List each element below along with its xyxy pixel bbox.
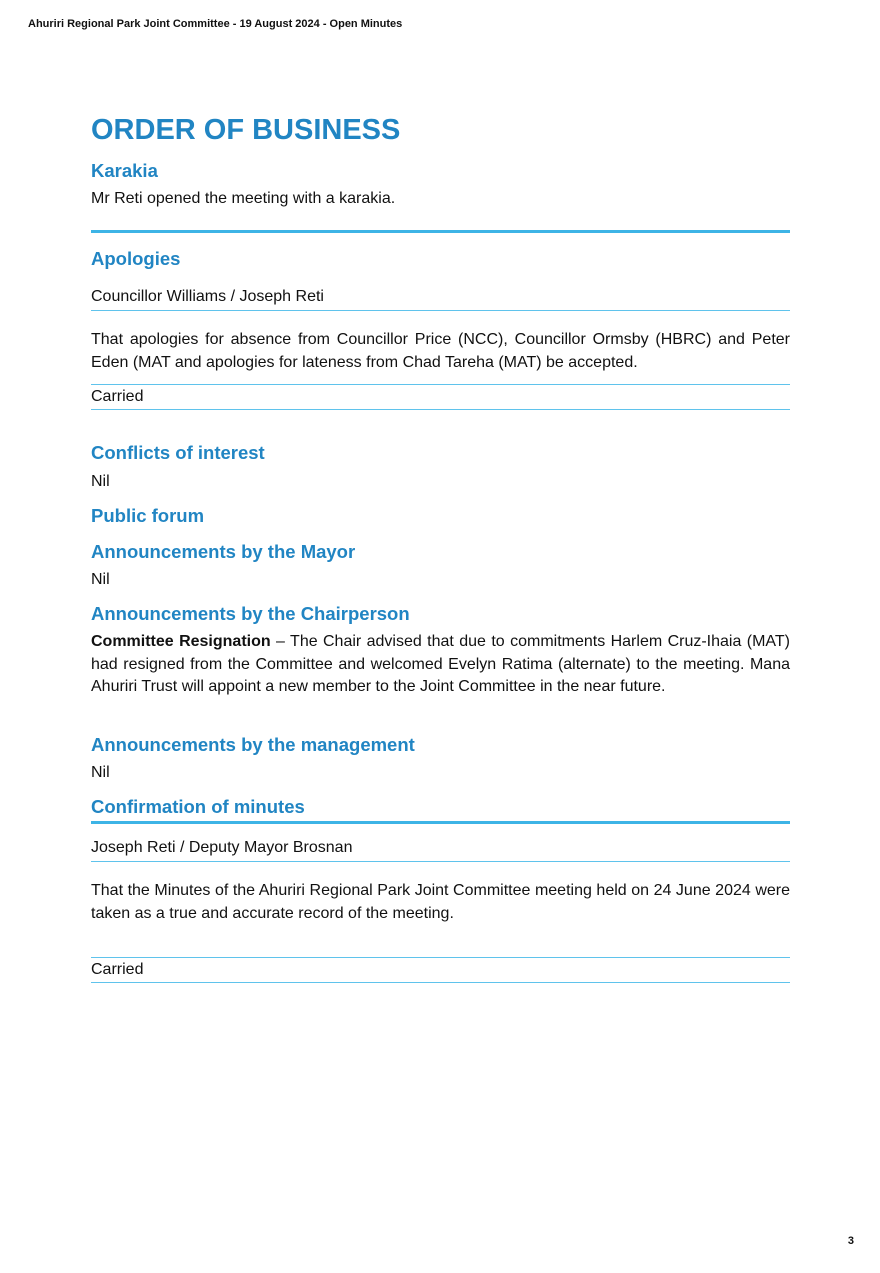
karakia-heading: Karakia [91,160,158,181]
management-text: Nil [91,764,110,781]
chairperson-text [91,631,790,699]
public-forum-heading: Public forum [91,505,205,526]
page-title: ORDER OF BUSINESS [91,114,401,146]
apologies-resolution: That apologies for absence from Councillor Price (NCC), Councillor Ormsby (HBRC) and Peter Eden (MAT and apologies for lateness from Chad Tareha (MAT) be accepted. [91,331,790,371]
karakia-text: Mr Reti opened the meeting with a karakia. [91,190,396,207]
chairperson-bold-lead: Committee Resignation [91,633,271,650]
page-number: 3 [847,1235,854,1247]
section-rule [91,230,790,233]
minutes-movers: Joseph Reti / Deputy Mayor Brosnan [91,837,790,862]
conflicts-text: Nil [91,473,110,490]
section-rule [91,821,790,824]
minutes-resolution: That the Minutes of the Ahuriri Regional Park Joint Committee meeting held on 24 June 2024 were taken as a true and accurate record of the meeting. [91,882,790,922]
chairperson-heading: Announcements by the Chairperson [91,603,410,624]
management-heading: Announcements by the management [91,734,415,755]
conflicts-heading: Conflicts of interest [91,442,265,463]
minutes-heading: Confirmation of minutes [91,796,305,817]
apologies-result: Carried [91,384,790,410]
mayor-heading: Announcements by the Mayor [91,541,356,562]
apologies-movers: Councillor Williams / Joseph Reti [91,286,790,311]
mayor-text: Nil [91,571,110,588]
chairperson-body: – The Chair advised that due to commitments Harlem Cruz-Ihaia (MAT) had resigned from the Committee and welcomed Evelyn Ratima (alternate) to the meeting. Mana Ahuriri Trust will appoint a new member to the Joint Committee in the near future. [91,633,791,695]
minutes-result: Carried [91,957,790,983]
running-header: Ahuriri Regional Park Joint Committee - 19 August 2024 - Open Minutes [28,18,403,30]
apologies-heading: Apologies [91,248,181,269]
